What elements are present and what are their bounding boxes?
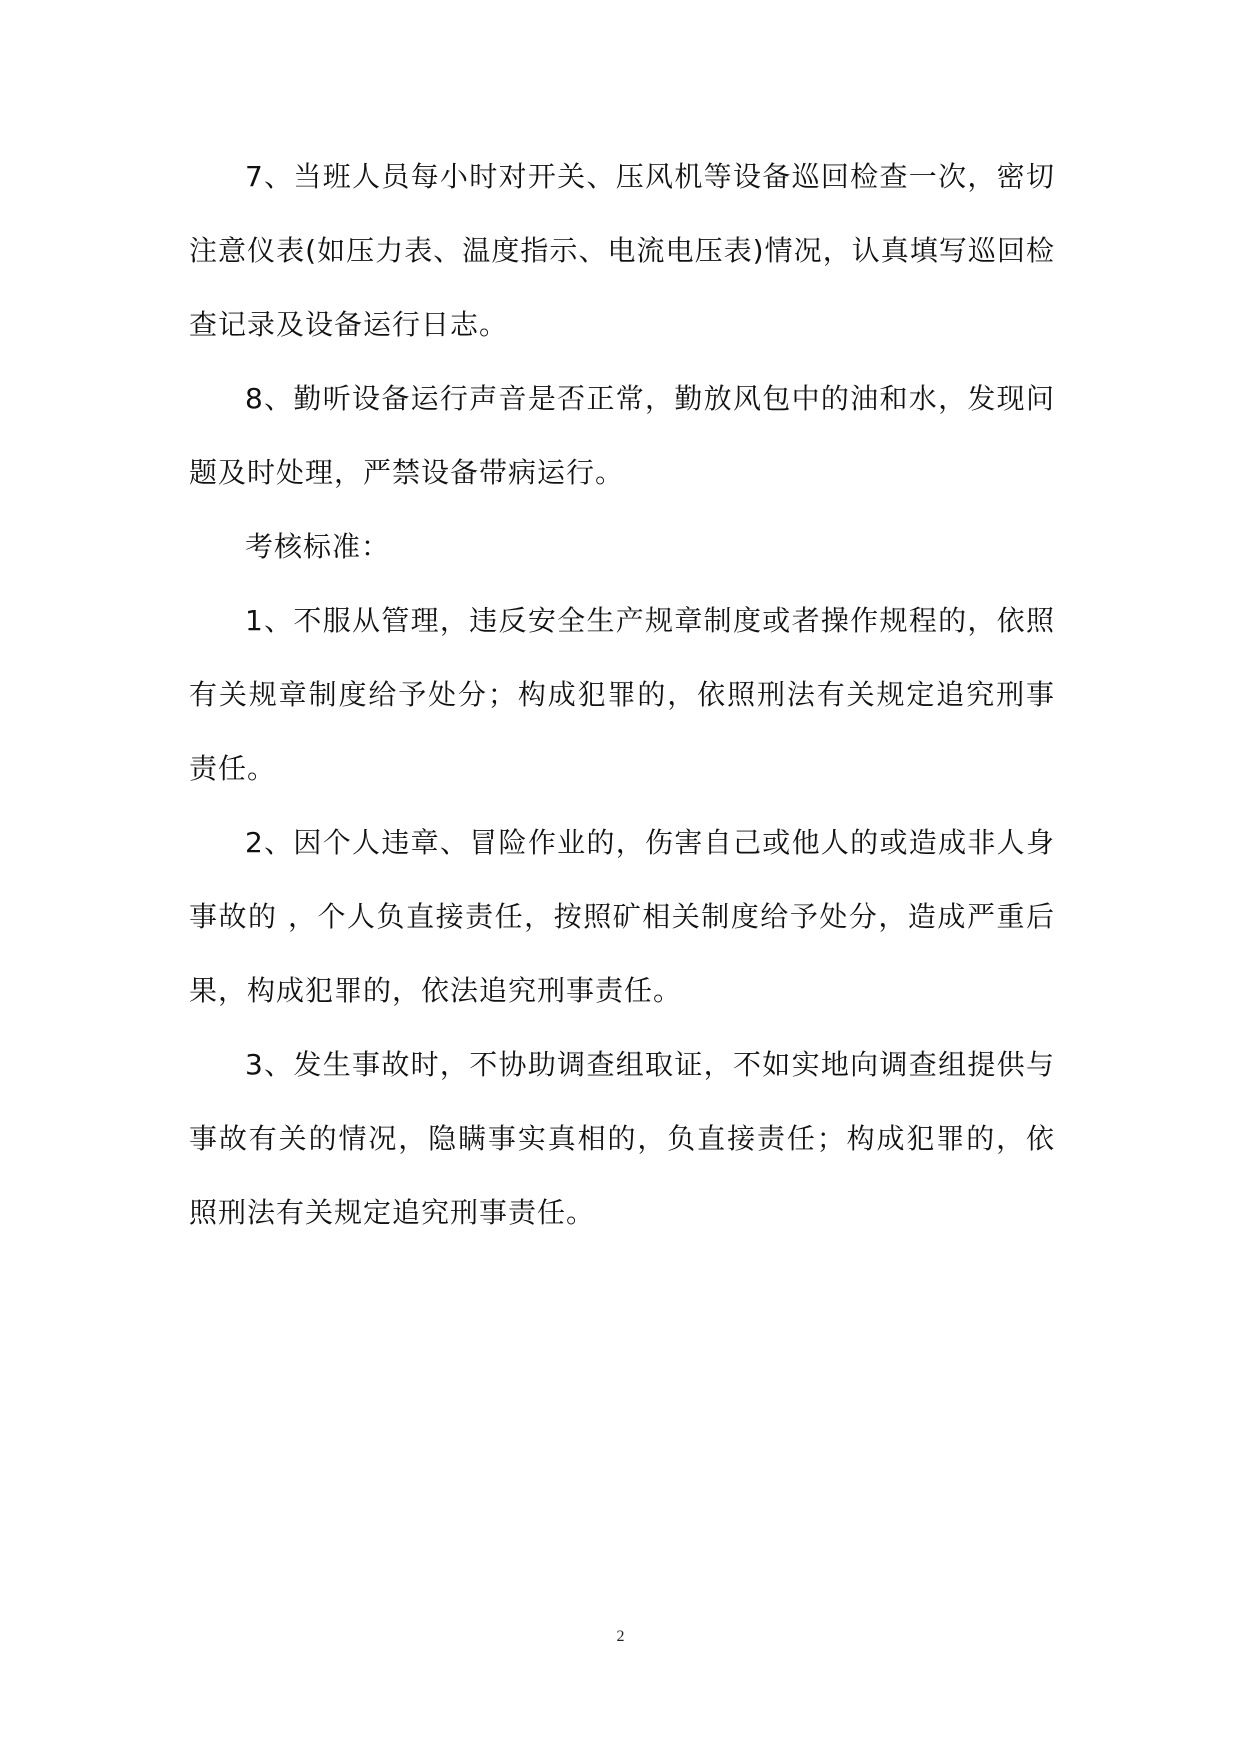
paragraph-standard-2: 2、因个人违章、冒险作业的，伤害自己或他人的或造成非人身事故的 ，个人负直接责任，按照矿相关制度给予处分，造成严重后果，构成犯罪的，依法追究刑事责任。 bbox=[189, 826, 1055, 1007]
paragraph-standard-3: 3、发生事故时，不协助调查组取证，不如实地向调查组提供与事故有关的情况，隐瞒事实真相的，负直接责任；构成犯罪的，依照刑法有关规定追究刑事责任。 bbox=[189, 1048, 1055, 1229]
paragraph-item-7: 7、当班人员每小时对开关、压风机等设备巡回检查一次，密切注意仪表(如压力表、温度指示、电流电压表)情况，认真填写巡回检查记录及设备运行日志。 bbox=[189, 160, 1055, 341]
document-body bbox=[189, 140, 1055, 1250]
section-heading-assessment: 考核标准： bbox=[245, 530, 391, 563]
paragraph-item-8: 8、勤听设备运行声音是否正常，勤放风包中的油和水，发现问题及时处理，严禁设备带病运行。 bbox=[189, 382, 1055, 489]
page-number: 2 bbox=[616, 1628, 625, 1645]
paragraph-standard-1: 1、不服从管理，违反安全生产规章制度或者操作规程的，依照有关规章制度给予处分；构成犯罪的，依照刑法有关规定追究刑事责任。 bbox=[189, 604, 1055, 785]
